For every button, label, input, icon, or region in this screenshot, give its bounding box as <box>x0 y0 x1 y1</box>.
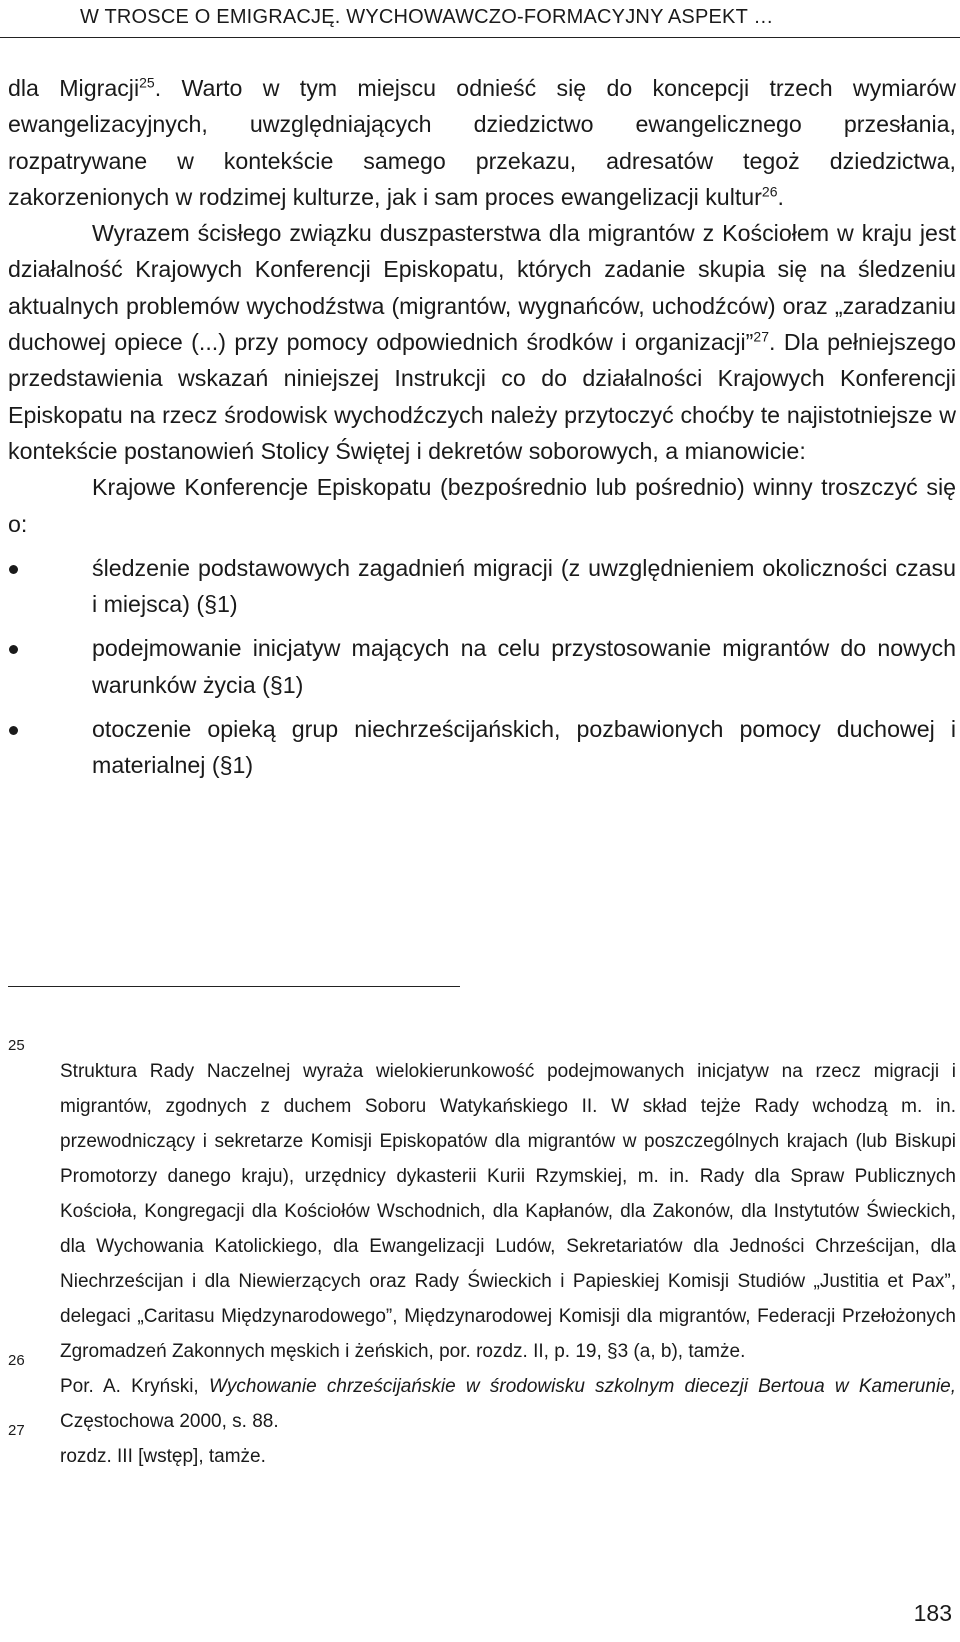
paragraph-1-start: dla Migracji <box>8 75 140 101</box>
paragraph-3: Krajowe Konferencje Episkopatu (bezpośrednio lub pośrednio) winny troszczyć się o: <box>8 474 956 537</box>
footnote-book-title: Wychowanie chrześcijańskie w środowisku szkolnym diecezji Bertoua w Kamerunie, <box>208 1376 957 1397</box>
list-item-text: śledzenie podstawowych zagadnień migracji (z uwzględnieniem okoliczności czasu i miejsca) (§1) <box>92 554 956 618</box>
footnotes <box>8 1037 957 1474</box>
footnote-ref-26[interactable]: 26 <box>761 183 778 200</box>
duties-list <box>8 550 956 784</box>
footnote-25 <box>8 1037 956 1369</box>
footnote-text: Por. A. Kryński, <box>60 1376 209 1397</box>
footnote-text: Struktura Rady Naczelnej wyraża wielokierunkowość podejmowanych inicjatyw na rzecz migracji i migrantów, zgodnych z duchem Soboru Watykańskiego II. W skład tejże Rady wchodzą m. in. przewodniczący i sekretarze Komisji Episkopatów dla migrantów w poszczególnych krajach (lub Biskupi Promotorzy danego kraju), urzędnicy dykasterii Kurii Rzymskiej, m. in. Rady dla Spraw Publicznych Kościoła, Kongregacji dla Kościołów Wschodnich, dla Kapłanów, dla Zakonów, dla Instytutów Świeckich, dla Wychowania Katolickiego, dla Ewangelizacji Ludów, Sekretariatów dla Jedności Chrześcijan, dla Niechrześcijan i dla Niewierzących oraz Rady Świeckich i Papieskiej Komisji Studiów „Justitia et Pax”, delegaci „Caritasu Międzynarodowego”, Międzynarodowej Komisji dla migrantów, Federacji Przełożonych Zgromadzeń Zakonnych męskich i żeńskich, por. rozdz. II, p. 19, §3 (a, b), tamże. <box>60 1061 956 1362</box>
list-item-text: podejmowanie inicjatyw mających na celu przystosowanie migrantów do nowych warunków życia (§1) <box>92 635 956 698</box>
paragraph-1-body: . Warto w tym miejscu odnieść się do koncepcji trzech wymiarów ewangelizacyjnych, uwzględniających dziedzictwo ewangelicznego przesłania, rozpatrywane w kontekście samego przekazu, adresatów tegoż dziedzictwa, zakorzenionych w rodzimej kulturze, jak i sam proces ewangelizacji kultur <box>8 75 956 210</box>
paragraph-2-start: Wyrazem ścisłego związku duszpasterstwa dla migrantów z Kościołem w kraju jest działalność Krajowych Konferencji Episkopatu, których zadanie skupia się na śledzeniu aktualnych problemów wychodźstwa (migrantów, wygnańców, uchodźców) oraz „zaradzaniu duchowej opiece (...) przy pomocy odpowiednich środków i organizacji” <box>8 220 956 356</box>
paragraph-2-end: . Dla pełniejszego przedstawienia wskazań niniejszej Instrukcji co do działalności Krajowych Konferencji Episkopatu na rzecz środowisk wychodźczych należy przytoczyć choćby te najistotniejsze w kontekście postanowień Stolicy Świętej i dekretów soborowych, a mianowicie: <box>8 329 956 464</box>
footnote-27 <box>8 1422 956 1474</box>
bullet-icon <box>9 565 18 574</box>
footnote-number: 26 <box>8 1352 25 1369</box>
footnote-26 <box>8 1352 957 1439</box>
paragraph-1-end: . <box>777 183 784 210</box>
paragraph-2 <box>8 215 956 469</box>
running-header: W TROSCE O EMIGRACJĘ. WYCHOWAWCZO-FORMACYJNY ASPEKT … <box>0 0 960 38</box>
footnote-number: 27 <box>8 1422 25 1439</box>
page-number: 183 <box>913 1600 952 1626</box>
main-text <box>8 70 956 784</box>
footnote-number: 25 <box>8 1037 25 1054</box>
footnote-text-end: Częstochowa 2000, s. 88. <box>60 1411 279 1432</box>
bullet-icon <box>9 726 18 735</box>
list-item <box>8 711 956 784</box>
bullet-icon <box>9 645 18 654</box>
list-item-text: otoczenie opieką grup niechrześcijańskich, pozbawionych pomocy duchowej i materialnej (§1) <box>92 716 956 779</box>
footnote-ref-25[interactable]: 25 <box>139 74 155 91</box>
footnote-text: rozdz. III [wstęp], tamże. <box>60 1446 266 1467</box>
footnote-separator <box>8 986 460 987</box>
paragraph-1 <box>8 70 956 215</box>
list-item <box>8 630 956 703</box>
list-item <box>8 550 956 623</box>
footnote-ref-27[interactable]: 27 <box>753 328 769 345</box>
